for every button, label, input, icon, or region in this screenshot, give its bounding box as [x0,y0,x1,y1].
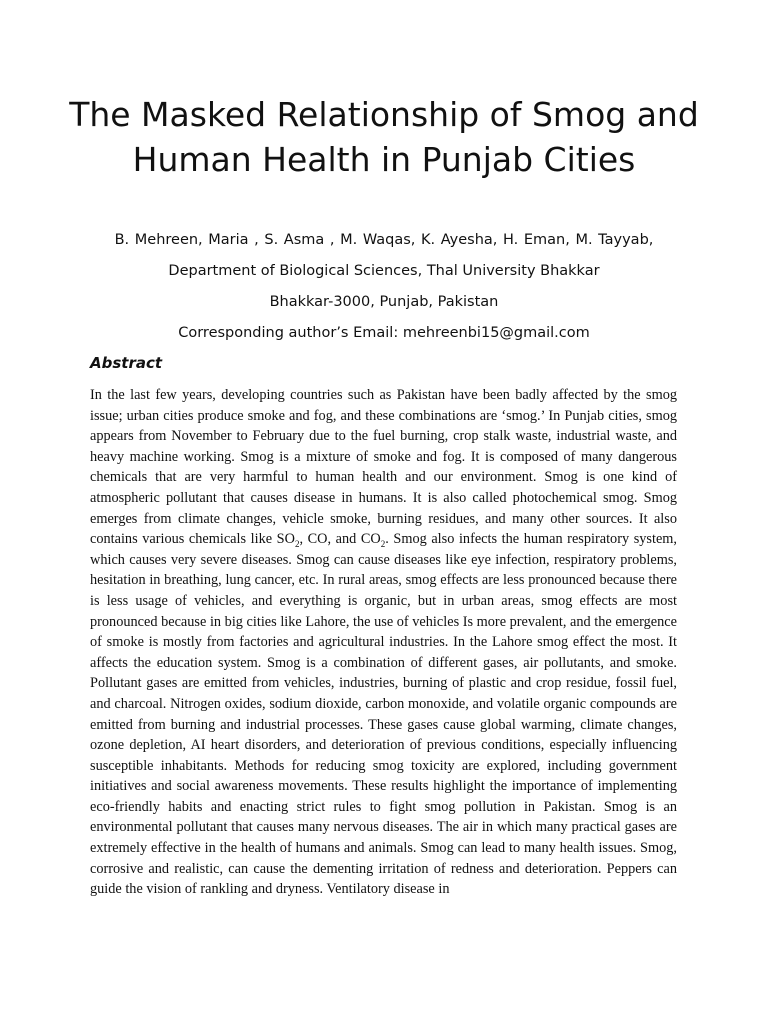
affiliation-department: Department of Biological Sciences, Thal University Bhakkar [168,263,600,279]
affiliation-address: Bhakkar-3000, Punjab, Pakistan [269,294,499,310]
abstract-heading: Abstract [90,354,163,372]
paper-title: The Masked Relationship of Smog and Human Health in Punjab Cities [69,95,699,179]
author-list: B. Mehreen, Maria , S. Asma , M. Waqas, K. Ayesha, H. Eman, M. Tayyab, [114,232,654,248]
abstract-text-part-3: . Smog also infects the human respiratory system, which causes very severe diseases. Smog can cause diseases like eye infection, respiratory problems, hesitation in breathing, lung cancer, etc. In rural areas, smog effects are less pronounced because there is less usage of vehicles, and everything is organic, but in urban areas, smog effects are most pronounced because in big cities like Lahore, the use of vehicles Is more prevalent, and the emergence of smoke is mostly from factories and agricultural industries. In the Lahore smog effect the most. It affects the education system. Smog is a combination of different gases, air pollutants, and smoke. Pollutant gases are emitted from vehicles, industries, burning of plastic and crop residue, fossil fuel, and charcoal. Nitrogen oxides, sodium dioxide, carbon monoxide, and volatile organic compounds are emitted from burning and industrial processes. These gases cause global warming, climate changes, ozone depletion, AI heart disorders, and deterioration of previous conditions, especially influencing susceptible inhabitants. Methods for reducing smog toxicity are explored, including government initiatives and social awareness movements. These results highlight the importance of implementing eco-friendly habits and enacting strict rules to fight smog pollution in Pakistan. Smog is an environmental pollutant that causes many nervous diseases. The air in which many practical gases are extremely effective in the health of humans and animals. Smog can lead to many health issues. Smog, corrosive and realistic, can cause the dementing irritation of redness and deterioration. Peppers can guide the vision of rankling and dryness. Ventilatory disease in [90,531,677,898]
subscript-co2: 2 [380,539,386,550]
abstract-text-part-1: In the last few years, developing countries such as Pakistan have been badly affected by the smog issue; urban cities produce smoke and fog, and these combinations are ‘smog.’ In Punjab cities, smog appears from November to February due to the fuel burning, crop stalk waste, industrial waste, and heavy machine working. Smog is a mixture of smoke and fog. It is composed of many dangerous chemicals that are very harmful to human health and our environment. Smog is one kind of atmospheric pollutant that causes disease in humans. It is also called photochemical smog. Smog emerges from climate changes, vehicle smoke, burning residues, and many other sources. It also contains various chemicals like SO [90,387,677,548]
corresponding-email: Corresponding author’s Email: mehreenbi15@gmail.com [178,325,590,341]
abstract-paragraph [90,385,677,900]
abstract-text-part-2: , CO, and CO [299,531,381,548]
subscript-so2: 2 [294,539,300,550]
